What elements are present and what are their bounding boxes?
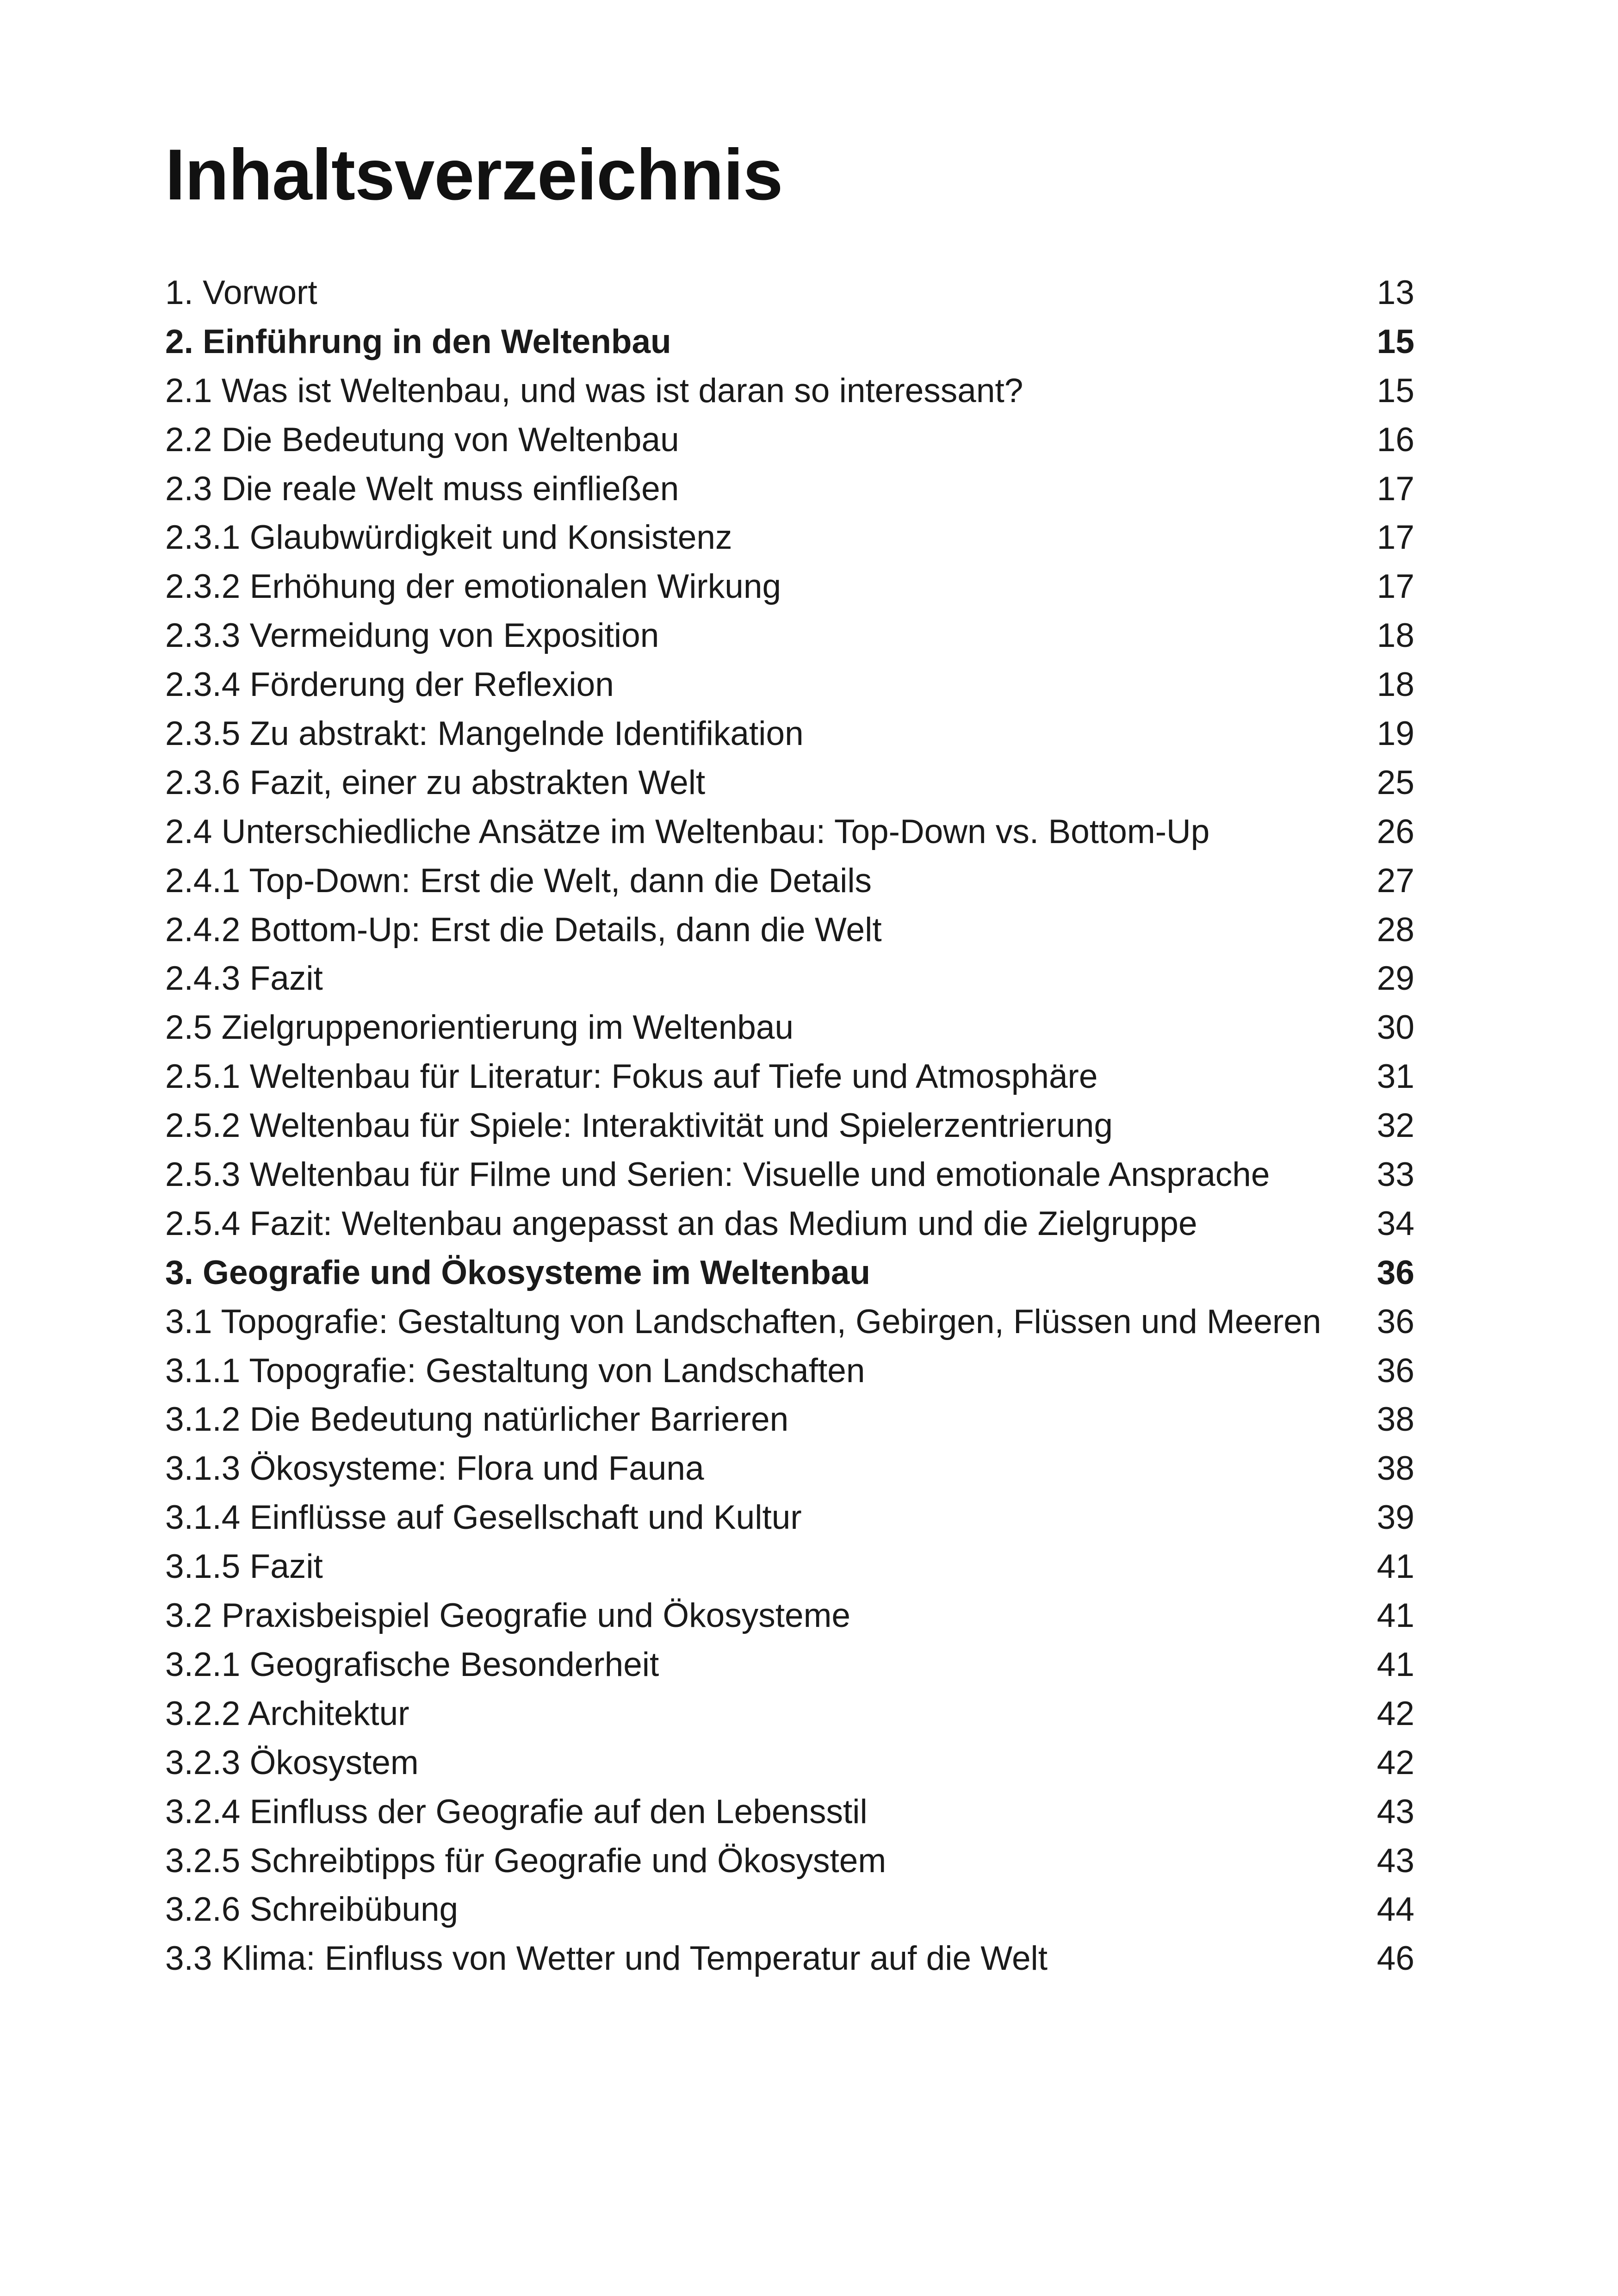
toc-entry-page-number: 16 xyxy=(1376,421,1414,459)
toc-entry-title: 2.5.2 Weltenbau für Spiele: Interaktivität und Spielerzentrierung xyxy=(165,1107,1113,1145)
toc-entry-page-number: 38 xyxy=(1376,1401,1414,1439)
toc-entry-page-number: 46 xyxy=(1376,1940,1414,1978)
toc-entry[interactable] xyxy=(165,954,1414,1003)
toc-entry-page-number: 15 xyxy=(1376,372,1414,410)
toc-entry[interactable] xyxy=(165,1934,1414,1983)
toc-entry-title: 3.2.6 Schreibübung xyxy=(165,1891,459,1929)
toc-entry[interactable] xyxy=(165,1347,1414,1396)
toc-entry-page-number: 38 xyxy=(1376,1450,1414,1488)
toc-entry-page-number: 42 xyxy=(1376,1694,1414,1732)
toc-entry-page-number: 26 xyxy=(1376,813,1414,850)
toc-entry-page-number: 36 xyxy=(1376,1352,1414,1390)
toc-entry-title: 2.4.2 Bottom-Up: Erst die Details, dann die Welt xyxy=(165,911,882,949)
toc-entry-page-number: 17 xyxy=(1376,470,1414,508)
toc-entry-title: 2.2 Die Bedeutung von Weltenbau xyxy=(165,421,679,459)
toc-entry-title: 2.3.6 Fazit, einer zu abstrakten Welt xyxy=(165,763,706,801)
toc-entry[interactable] xyxy=(165,1003,1414,1052)
toc-entry-page-number: 17 xyxy=(1376,519,1414,557)
toc-entry-title: 2.4.1 Top-Down: Erst die Welt, dann die Details xyxy=(165,862,872,900)
toc-entry[interactable] xyxy=(165,1199,1414,1248)
toc-entry-title: 3.1 Topografie: Gestaltung von Landschaften, Gebirgen, Flüssen und Meeren xyxy=(165,1303,1321,1340)
toc-entry[interactable] xyxy=(165,1640,1414,1689)
toc-entry-title: 1. Vorwort xyxy=(165,274,317,311)
toc-entry-title: 3.1.5 Fazit xyxy=(165,1548,323,1586)
toc-entry-title: 2.3.3 Vermeidung von Exposition xyxy=(165,617,659,655)
toc-entry-page-number: 17 xyxy=(1376,568,1414,606)
toc-entry-title: 2.4 Unterschiedliche Ansätze im Weltenbau: Top-Down vs. Bottom-Up xyxy=(165,813,1210,850)
toc-entry-page-number: 30 xyxy=(1376,1009,1414,1047)
toc-entry[interactable] xyxy=(165,1248,1414,1297)
toc-entry-title: 2.1 Was ist Weltenbau, und was ist daran so interessant? xyxy=(165,372,1023,410)
toc-entry[interactable] xyxy=(165,1101,1414,1150)
toc-entry-title: 3.2.1 Geografische Besonderheit xyxy=(165,1645,659,1683)
toc-entry-title: 2.5.1 Weltenbau für Literatur: Fokus auf Tiefe und Atmosphäre xyxy=(165,1058,1098,1096)
toc-entry-page-number: 29 xyxy=(1376,960,1414,998)
toc-entry-page-number: 18 xyxy=(1376,666,1414,704)
toc-entry-page-number: 13 xyxy=(1376,274,1414,311)
toc-entry[interactable] xyxy=(165,1542,1414,1591)
toc-entry[interactable] xyxy=(165,366,1414,416)
toc-entry-page-number: 41 xyxy=(1376,1597,1414,1635)
toc-entry[interactable] xyxy=(165,465,1414,514)
toc-entry-page-number: 44 xyxy=(1376,1891,1414,1929)
toc-entry[interactable] xyxy=(165,709,1414,758)
table-of-contents xyxy=(165,268,1414,1983)
toc-entry-title: 2.3.5 Zu abstrakt: Mangelnde Identifikation xyxy=(165,715,804,753)
toc-entry[interactable] xyxy=(165,1837,1414,1886)
toc-entry-page-number: 41 xyxy=(1376,1645,1414,1683)
toc-entry-page-number: 43 xyxy=(1376,1842,1414,1880)
toc-entry[interactable] xyxy=(165,758,1414,807)
toc-entry[interactable] xyxy=(165,1444,1414,1493)
toc-entry-page-number: 43 xyxy=(1376,1793,1414,1831)
toc-entry[interactable] xyxy=(165,1297,1414,1347)
page-title: Inhaltsverzeichnis xyxy=(165,135,783,215)
toc-entry-page-number: 33 xyxy=(1376,1156,1414,1194)
toc-entry-page-number: 32 xyxy=(1376,1107,1414,1145)
toc-entry-page-number: 36 xyxy=(1376,1253,1414,1291)
toc-entry[interactable] xyxy=(165,807,1414,856)
toc-entry[interactable] xyxy=(165,1787,1414,1837)
toc-entry[interactable] xyxy=(165,1493,1414,1542)
toc-entry-page-number: 39 xyxy=(1376,1499,1414,1537)
toc-entry[interactable] xyxy=(165,416,1414,465)
toc-entry-title: 3.2.2 Architektur xyxy=(165,1694,409,1732)
toc-entry-title: 2.4.3 Fazit xyxy=(165,960,323,998)
toc-entry-page-number: 34 xyxy=(1376,1204,1414,1242)
toc-entry[interactable] xyxy=(165,1738,1414,1787)
toc-entry-page-number: 27 xyxy=(1376,862,1414,900)
toc-entry[interactable] xyxy=(165,1885,1414,1934)
toc-entry-title: 3.1.3 Ökosysteme: Flora und Fauna xyxy=(165,1450,704,1488)
toc-entry[interactable] xyxy=(165,906,1414,955)
toc-entry-title: 2.3.1 Glaubwürdigkeit und Konsistenz xyxy=(165,519,732,557)
toc-entry-title: 3.2.5 Schreibtipps für Geografie und Ökosystem xyxy=(165,1842,886,1880)
toc-entry-title: 2. Einführung in den Weltenbau xyxy=(165,323,671,360)
toc-entry-page-number: 42 xyxy=(1376,1744,1414,1781)
toc-entry[interactable] xyxy=(165,611,1414,660)
toc-entry-title: 2.3.2 Erhöhung der emotionalen Wirkung xyxy=(165,568,781,606)
toc-entry-title: 2.5.4 Fazit: Weltenbau angepasst an das Medium und die Zielgruppe xyxy=(165,1204,1197,1242)
toc-entry-page-number: 31 xyxy=(1376,1058,1414,1096)
toc-entry-title: 2.5 Zielgruppenorientierung im Weltenbau xyxy=(165,1009,794,1047)
toc-entry-title: 3.2.3 Ökosystem xyxy=(165,1744,419,1781)
toc-entry-title: 2.3 Die reale Welt muss einfließen xyxy=(165,470,679,508)
toc-entry[interactable] xyxy=(165,1150,1414,1199)
toc-entry-page-number: 18 xyxy=(1376,617,1414,655)
toc-entry-title: 2.3.4 Förderung der Reflexion xyxy=(165,666,614,704)
toc-entry[interactable] xyxy=(165,1591,1414,1640)
toc-entry-title: 3.1.1 Topografie: Gestaltung von Landschaften xyxy=(165,1352,865,1390)
toc-entry-page-number: 19 xyxy=(1376,715,1414,753)
toc-entry-page-number: 25 xyxy=(1376,763,1414,801)
toc-entry[interactable] xyxy=(165,513,1414,562)
toc-entry-page-number: 28 xyxy=(1376,911,1414,949)
toc-entry[interactable] xyxy=(165,1052,1414,1101)
toc-entry[interactable] xyxy=(165,1395,1414,1444)
toc-entry-title: 2.5.3 Weltenbau für Filme und Serien: Visuelle und emotionale Ansprache xyxy=(165,1156,1270,1194)
toc-entry[interactable] xyxy=(165,1689,1414,1738)
toc-entry[interactable] xyxy=(165,317,1414,366)
toc-entry-title: 3. Geografie und Ökosysteme im Weltenbau xyxy=(165,1253,870,1291)
toc-entry[interactable] xyxy=(165,856,1414,906)
toc-entry-page-number: 36 xyxy=(1376,1303,1414,1340)
toc-entry-title: 3.2.4 Einfluss der Geografie auf den Lebensstil xyxy=(165,1793,868,1831)
toc-entry[interactable] xyxy=(165,562,1414,611)
toc-entry[interactable] xyxy=(165,268,1414,317)
toc-entry-title: 3.3 Klima: Einfluss von Wetter und Temperatur auf die Welt xyxy=(165,1940,1048,1978)
toc-entry-title: 3.1.4 Einflüsse auf Gesellschaft und Kultur xyxy=(165,1499,802,1537)
toc-entry-page-number: 15 xyxy=(1376,323,1414,360)
toc-entry-title: 3.1.2 Die Bedeutung natürlicher Barrieren xyxy=(165,1401,789,1439)
toc-entry[interactable] xyxy=(165,660,1414,709)
toc-entry-page-number: 41 xyxy=(1376,1548,1414,1586)
toc-entry-title: 3.2 Praxisbeispiel Geografie und Ökosysteme xyxy=(165,1597,851,1635)
